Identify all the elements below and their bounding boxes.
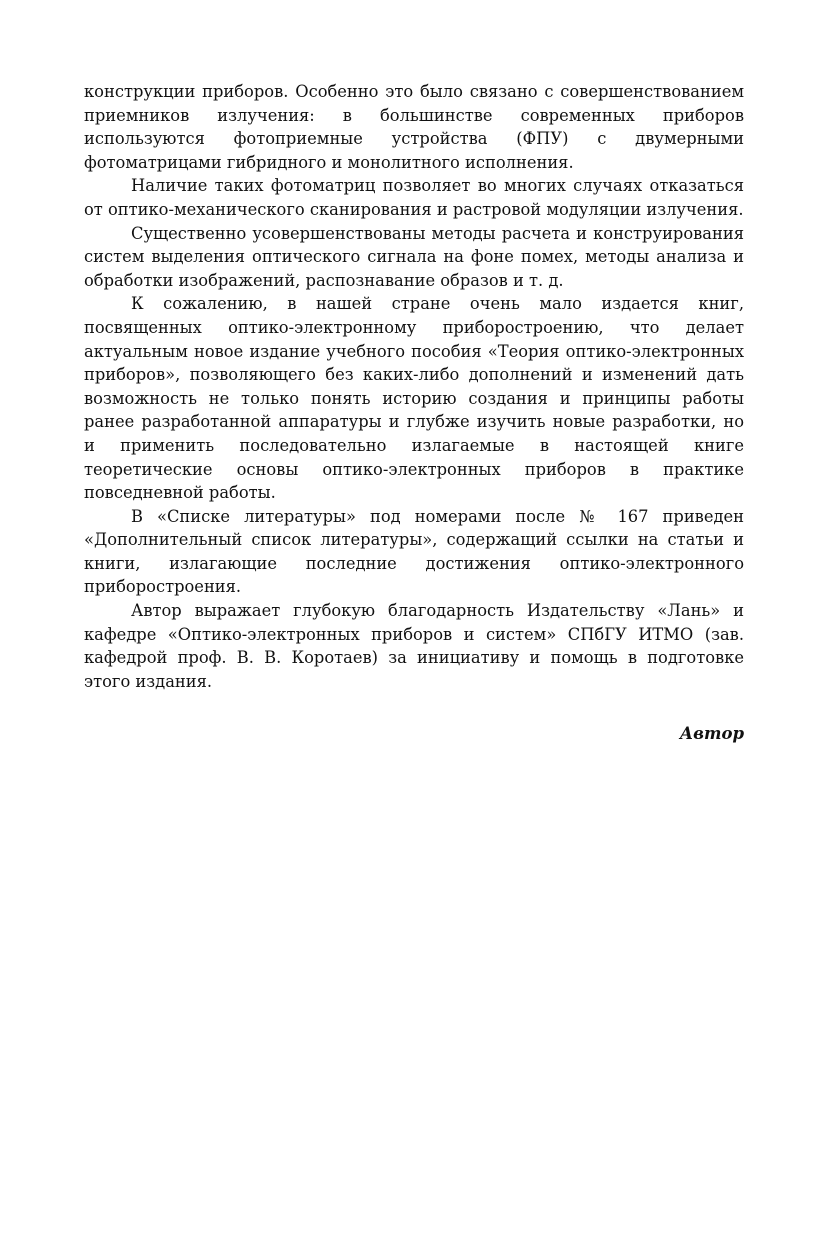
paragraph-2: Наличие таких фотоматриц позволяет во многих случаях отказаться от оптико-механического сканирования и растровой модуляции излучения.	[84, 176, 744, 219]
paragraph-6: Автор выражает глубокую благодарность Издательству «Лань» и кафедре «Оптико-электронных приборов и систем» СПбГУ ИТМО (зав. кафедрой проф. В. В. Коротаев) за инициативу и помощь в подготовке этого издания.	[84, 601, 744, 691]
paragraph-1: конструкции приборов. Особенно это было связано с совершенствованием приемников излучения: в большинстве современных приборов используются фотоприемные устройства (ФПУ) с двумерными фотоматрицами гибридного и монолитного исполнения.	[84, 82, 744, 172]
paragraph-5: В «Списке литературы» под номерами после № 167 приведен «Дополнительный список литературы», содержащий ссылки на статьи и книги, излагающие последние достижения оптико-электронного приборостроения.	[84, 506, 744, 597]
author-signature: Автор	[679, 724, 744, 744]
paragraph-3: Существенно усовершенствованы методы расчета и конструирования систем выделения оптического сигнала на фоне помех, методы анализа и обработки изображений, распознавание образов и т. д.	[84, 223, 744, 290]
paragraph-4: К сожалению, в нашей стране очень мало издается книг, посвященных оптико-электронному приборостроению, что делает актуальным новое издание учебного пособия «Теория оптико-электронных приборов», позволяющего без каких-либо дополнений и изменений дать возможность не только понять историю создания и принципы работы ранее разработанной аппаратуры и глубже изучить новые разработки, но и применить последовательно излагаемые в настоящей книге теоретические основы оптико-электронных приборов в практике повседневной работы.	[84, 294, 744, 503]
document-page	[84, 80, 744, 746]
